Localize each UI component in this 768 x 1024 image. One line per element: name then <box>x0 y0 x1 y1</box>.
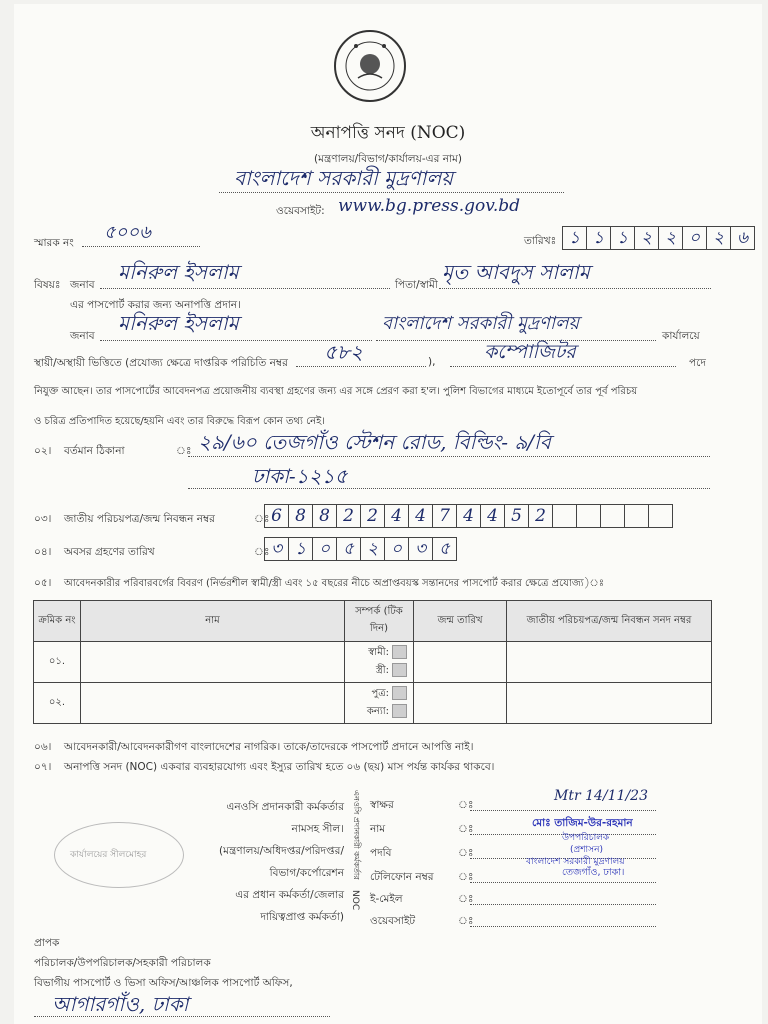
email-line[interactable] <box>470 904 656 905</box>
noc-document <box>14 4 762 1024</box>
date-digit: ১ <box>587 227 611 249</box>
table-row <box>34 683 712 724</box>
sig-left-line: এর প্রধান কর্মকর্তা/জেলার <box>235 889 344 901</box>
stamp-name: মোঃ তাজিম-উর-রহমান <box>532 817 633 829</box>
date-digit: ০ <box>683 227 707 249</box>
id-number: ৫৮২ <box>324 340 363 364</box>
row-dob-cell[interactable] <box>414 642 507 683</box>
retire-digit: ১ <box>289 538 313 560</box>
item07-text: অনাপত্তি সনদ (NOC) একবার ব্যবহারযোগ্য এবং ইস্যুর তারিখ হতে ০৬ (ছয়) মাস পর্যন্ত কার্যকর থাকবে। <box>64 761 495 773</box>
nid-digit: 4 <box>409 505 433 527</box>
handwritten-signature: Mtr 14/11/23 <box>554 788 648 804</box>
nid-digit: 5 <box>505 505 529 527</box>
office-suffix: কার্যালয়ে <box>662 330 700 342</box>
nid-digit: 8 <box>289 505 313 527</box>
nid-digit: 2 <box>529 505 553 527</box>
recipient-line1: পরিচালক/উপপরিচালক/সহকারী পরিচালক <box>34 957 211 969</box>
nid-digit: 4 <box>481 505 505 527</box>
sig-left-line: (মন্ত্রণালয়/অধিদপ্তর/পরিদপ্তর/ <box>219 845 344 857</box>
retire-boxes <box>264 537 457 561</box>
col-serial: ক্রমিক নং <box>34 601 81 642</box>
stamp-place: তেজগাঁও, ঢাকা। <box>562 867 625 878</box>
vertical-label-noc: NOC <box>350 890 360 911</box>
row-name-cell[interactable] <box>81 642 345 683</box>
memo-value: ৫০০৬ <box>104 222 151 243</box>
body-office: বাংলাদেশ সরকারী মুদ্রণালয় <box>382 313 580 334</box>
colon: ঃ <box>458 823 474 835</box>
sig-left-line: এনওসি প্রদানকারী কর্মকর্তার <box>226 801 344 813</box>
nid-digit <box>553 505 577 527</box>
item02-label: বর্তমান ঠিকানা <box>64 445 125 457</box>
field-signature-label: স্বাক্ষর <box>370 799 394 811</box>
id-line <box>296 366 426 367</box>
col-relation: সম্পর্ক (টিক দিন) <box>345 601 414 642</box>
nid-digit <box>577 505 601 527</box>
website-label: ওয়েবসাইট: <box>276 205 325 217</box>
retire-digit: ২ <box>361 538 385 560</box>
family-table <box>33 600 712 724</box>
item06-num: ০৬। <box>34 741 52 753</box>
retire-digit: ০ <box>313 538 337 560</box>
sig-left-line: দায়িত্বপ্রাপ্ত কর্মকর্তা) <box>260 911 344 923</box>
row-serial: ০২. <box>34 683 81 724</box>
subject-label: বিষয়ঃ <box>34 279 61 291</box>
relation-label: স্ত্রী: <box>375 665 389 676</box>
stamp-org: বাংলাদেশ সরকারী মুদ্রণালয় <box>526 857 625 867</box>
office-seal-text: কার্যালয়ের সীলমোহর <box>70 850 147 860</box>
relation-label: পুত্র: <box>371 688 389 699</box>
retire-digit: ৫ <box>438 539 451 559</box>
item02-num: ০২। <box>34 445 52 457</box>
stamp-title: উপপরিচালক <box>562 833 610 843</box>
nid-digit <box>601 505 625 527</box>
colon: ঃ <box>458 871 474 883</box>
post-name: কম্পোজিটর <box>484 341 576 363</box>
row-serial: ০১. <box>34 642 81 683</box>
father-name: মৃত আবদুস সালাম <box>442 260 590 284</box>
nid-digit <box>649 505 672 527</box>
recipient-label: প্রাপক <box>34 937 60 949</box>
date-digit: ২ <box>707 227 731 249</box>
address-line1: ২৯/৬০ তেজগাঁও স্টেশন রোড, বিল্ডিং- ৯/বি <box>198 430 551 454</box>
document-title: অনাপত্তি সনদ (NOC) <box>310 123 466 143</box>
nid-boxes <box>264 504 673 528</box>
item05-text: আবেদনকারীর পরিবারবর্গের বিবরণ (নির্ভরশীল স্বামী/স্ত্রী এবং ১৫ বছরের নীচে অপ্রাপ্তবয়স্ক সন্তানদের পাসপোর্ট করার ক্ষেত্রে প্রযোজ্য)ঃ <box>64 578 605 589</box>
id-close-paren: ), <box>428 356 436 368</box>
id-text: স্থায়ী/অস্থায়ী ভিত্তিতে (প্রযোজ্য ক্ষেত্রে দাপ্তরিক পরিচিতি নম্বর <box>34 357 288 369</box>
retire-digit: ০ <box>385 538 409 560</box>
subject-line2: এর পাসপোর্ট করার জন্য অনাপত্তি প্রদান। <box>70 299 241 311</box>
relation-label: স্বামী: <box>368 647 389 658</box>
date-digit: ২ <box>659 227 683 249</box>
date-digit: ১ <box>611 227 635 249</box>
relation-label: কন্যা: <box>366 706 389 717</box>
signature-line[interactable] <box>470 810 656 811</box>
item03-label: জাতীয় পরিচয়পত্র/জন্ম নিবন্ধন নম্বর <box>64 513 215 525</box>
retire-digit: ৩ <box>409 538 433 560</box>
col-name: নাম <box>81 601 345 642</box>
son-checkbox[interactable] <box>392 686 407 700</box>
nid-digit: 2 <box>361 505 385 527</box>
bangladesh-emblem-icon <box>332 26 408 106</box>
address-line2-dots <box>188 488 710 489</box>
date-digit: ২ <box>635 227 659 249</box>
col-dob: জন্ম তারিখ <box>414 601 507 642</box>
nid-digit: 6 <box>265 505 289 527</box>
memo-label: স্মারক নং <box>34 237 74 249</box>
website-value: www.bg.press.gov.bd <box>338 196 521 216</box>
item04-num: ০৪। <box>34 546 52 558</box>
nid-digit <box>625 505 649 527</box>
row-name-cell[interactable] <box>81 683 345 724</box>
body-name: মনিরুল ইসলাম <box>118 311 239 335</box>
field-designation-label: পদবি <box>370 847 392 859</box>
field-website-label: ওয়েবসাইট <box>370 915 416 927</box>
address-line1-dots <box>188 456 710 457</box>
nid-digit: 7 <box>433 505 457 527</box>
item03-num: ০৩। <box>34 513 52 525</box>
nid-digit: 2 <box>337 505 361 527</box>
husband-checkbox[interactable] <box>392 645 407 659</box>
body-para1: নিযুক্ত আছেন। তার পাসপোর্টের আবেদনপত্র প্রয়োজনীয় ব্যবস্থা গ্রহণের জন্য এর সঙ্গে প্রেরণ করা হ'ল। পুলিশ বিভাগের মাধ্যমে ইতোপূর্বে তার পূর্ব পরিচয় <box>34 386 638 397</box>
field-name-label: নাম <box>370 823 386 835</box>
sig-left-line: নামসহ সীল। <box>291 823 344 835</box>
address-line2: ঢাকা-১২১৫ <box>252 464 348 488</box>
vertical-label: এনওসি প্রদানকারী কর্মকর্তার <box>352 790 361 880</box>
colon: ঃ <box>458 799 474 811</box>
table-row <box>34 642 712 683</box>
field-email-label: ই-মেইল <box>370 893 403 905</box>
post-suffix: পদে <box>689 357 706 369</box>
post-line <box>450 366 676 367</box>
row-nid-cell[interactable] <box>507 642 712 683</box>
colon: ঃ <box>458 893 474 905</box>
colon: ঃ <box>458 915 474 927</box>
family-table-header <box>34 601 712 642</box>
wife-checkbox[interactable] <box>392 663 407 677</box>
ministry-name: বাংলাদেশ সরকারী মুদ্রণালয় <box>234 166 454 190</box>
col-nid: জাতীয় পরিচয়পত্র/জন্ম নিবন্ধন সনদ নম্বর <box>507 601 712 642</box>
field-phone-label: টেলিফোন নম্বর <box>370 871 434 883</box>
item03-colon: ঃ <box>254 513 270 525</box>
ministry-line <box>219 192 564 193</box>
nid-digit: 4 <box>385 505 409 527</box>
body-mr-label: জনাব <box>70 330 95 342</box>
recipient-line3: আগারগাঁও, ঢাকা <box>52 992 189 1016</box>
colon: ঃ <box>458 847 474 859</box>
date-boxes <box>562 226 755 250</box>
item07-num: ০৭। <box>34 761 52 773</box>
row-nid-cell[interactable] <box>507 683 712 724</box>
body-para2: ও চরিত্র প্রতিপাদিত হয়েছে/হয়নি এবং তার বিরুদ্ধে বিরূপ কোন তথ্য নেই। <box>34 416 325 427</box>
retire-digit: ৫ <box>337 538 361 560</box>
item05-num: ০৫। <box>34 577 52 589</box>
father-line <box>439 288 711 289</box>
date-digit: ১ <box>563 227 587 249</box>
father-label: পিতা/স্বামী <box>395 279 438 291</box>
document-subtitle: (মন্ত্রণালয়/বিভাগ/কার্যালয়-এর নাম) <box>314 153 462 165</box>
sig-left-line: বিভাগ/কর্পোরেশন <box>269 867 344 879</box>
item02-colon: ঃ <box>176 445 192 457</box>
item06-text: আবেদনকারী/আবেদনকারীগণ বাংলাদেশের নাগরিক। তাকে/তাদেরকে পাসপোর্ট প্রদানে আপত্তি নাই। <box>64 741 474 753</box>
website-line[interactable] <box>470 926 656 927</box>
stamp-sub: (প্রশাসন) <box>570 845 603 855</box>
row-dob-cell[interactable] <box>414 683 507 724</box>
nid-digit: 4 <box>457 505 481 527</box>
recipient-line2: বিভাগীয় পাসপোর্ট ও ভিসা অফিস/আঞ্চলিক পাসপোর্ট অফিস, <box>34 977 293 989</box>
item04-label: অবসর গ্রহণের তারিখ <box>64 546 155 558</box>
subject-name-line <box>100 288 390 289</box>
daughter-checkbox[interactable] <box>392 704 407 718</box>
retire-digit: ৩ <box>265 538 289 560</box>
item04-colon: ঃ <box>254 546 270 558</box>
subject-name: মনিরুল ইসলাম <box>118 260 239 284</box>
recipient-line3-dots <box>34 1016 330 1017</box>
date-digit: ৬ <box>736 228 749 248</box>
phone-line[interactable] <box>470 882 656 883</box>
nid-digit: 8 <box>313 505 337 527</box>
subject-mr-label: জনাব <box>70 279 95 291</box>
date-label: তারিখঃ <box>524 235 557 247</box>
